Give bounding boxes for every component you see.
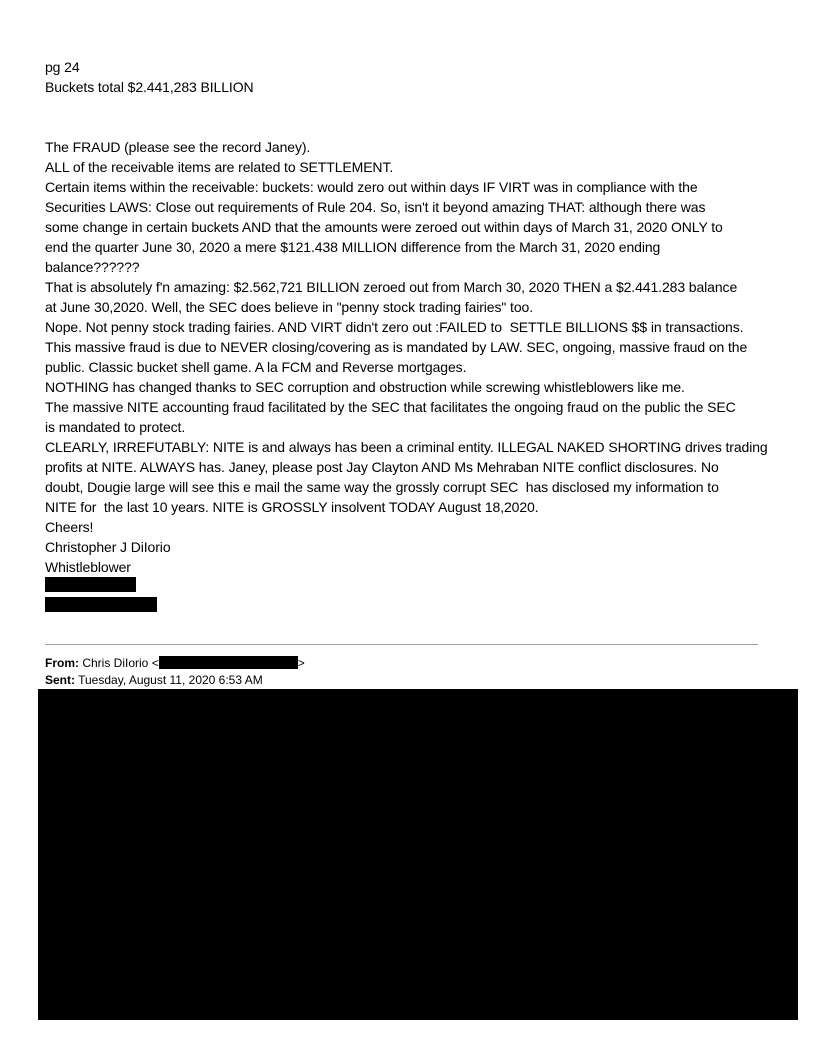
from-name: Chris DiIorio < bbox=[82, 656, 159, 670]
email-header bbox=[45, 655, 305, 689]
sent-value: Tuesday, August 11, 2020 6:53 AM bbox=[78, 673, 263, 687]
body-line: The massive NITE accounting fraud facilitated by the SEC that facilitates the ongoing fraud on the public the SEC bbox=[45, 399, 736, 415]
letter-body bbox=[45, 57, 775, 617]
body-line: profits at NITE. ALWAYS has. Janey, please post Jay Clayton AND Ms Mehraban NITE conflict disclosures. No bbox=[45, 459, 719, 475]
body-line: Christopher J DiIorio bbox=[45, 539, 171, 555]
spacer bbox=[45, 97, 775, 137]
body-line: balance?????? bbox=[45, 259, 140, 275]
page-number: pg 24 bbox=[45, 59, 80, 75]
buckets-total-line: Buckets total $2.441,283 BILLION bbox=[45, 79, 254, 95]
body-line: Nope. Not penny stock trading fairies. AND VIRT didn't zero out :FAILED to SETTLE BILLIONS $$ in transactions. bbox=[45, 319, 744, 335]
divider bbox=[45, 644, 758, 645]
body-line: at June 30,2020. Well, the SEC does believe in "penny stock trading fairies" too. bbox=[45, 299, 533, 315]
body-line: Cheers! bbox=[45, 519, 94, 535]
body-line: That is absolutely f'n amazing: $2.562,721 BILLION zeroed out from March 30, 2020 THEN a $2.441.283 balance bbox=[45, 279, 738, 295]
from-line bbox=[45, 655, 305, 672]
from-label: From: bbox=[45, 656, 79, 670]
redaction-bar bbox=[45, 577, 136, 592]
body-line: This massive fraud is due to NEVER closing/covering as is mandated by LAW. SEC, ongoing, massive fraud on the bbox=[45, 339, 748, 355]
body-line: ALL of the receivable items are related to SETTLEMENT. bbox=[45, 159, 394, 175]
redaction-bar bbox=[159, 656, 298, 669]
body-line: end the quarter June 30, 2020 a mere $121.438 MILLION difference from the March 31, 2020 ending bbox=[45, 239, 661, 255]
body-line: doubt, Dougie large will see this e mail the same way the grossly corrupt SEC has disclosed my information to bbox=[45, 479, 719, 495]
body-line: public. Classic bucket shell game. A la FCM and Reverse mortgages. bbox=[45, 359, 467, 375]
sent-label: Sent: bbox=[45, 673, 75, 687]
sent-line bbox=[45, 672, 305, 689]
body-line: some change in certain buckets AND that the amounts were zeroed out within days of March 31, 2020 ONLY to bbox=[45, 219, 723, 235]
body-line: is mandated to protect. bbox=[45, 419, 186, 435]
from-close: > bbox=[297, 656, 305, 670]
redacted-region bbox=[38, 689, 798, 1020]
body-line: Certain items within the receivable: buckets: would zero out within days IF VIRT was in compliance with the bbox=[45, 179, 698, 195]
body-text bbox=[45, 137, 775, 577]
redaction-bar bbox=[45, 597, 157, 612]
body-line: Securities LAWS: Close out requirements of Rule 204. So, isn't it beyond amazing THAT: although there was bbox=[45, 199, 706, 215]
body-line: The FRAUD (please see the record Janey). bbox=[45, 139, 311, 155]
body-line: NITE for the last 10 years. NITE is GROSSLY insolvent TODAY August 18,2020. bbox=[45, 499, 539, 515]
body-line: CLEARLY, IRREFUTABLY: NITE is and always has been a criminal entity. ILLEGAL NAKED SHORTING drives trading bbox=[45, 439, 768, 455]
body-line: Whistleblower bbox=[45, 559, 131, 575]
body-line: NOTHING has changed thanks to SEC corruption and obstruction while screwing whistleblowers like me. bbox=[45, 379, 685, 395]
